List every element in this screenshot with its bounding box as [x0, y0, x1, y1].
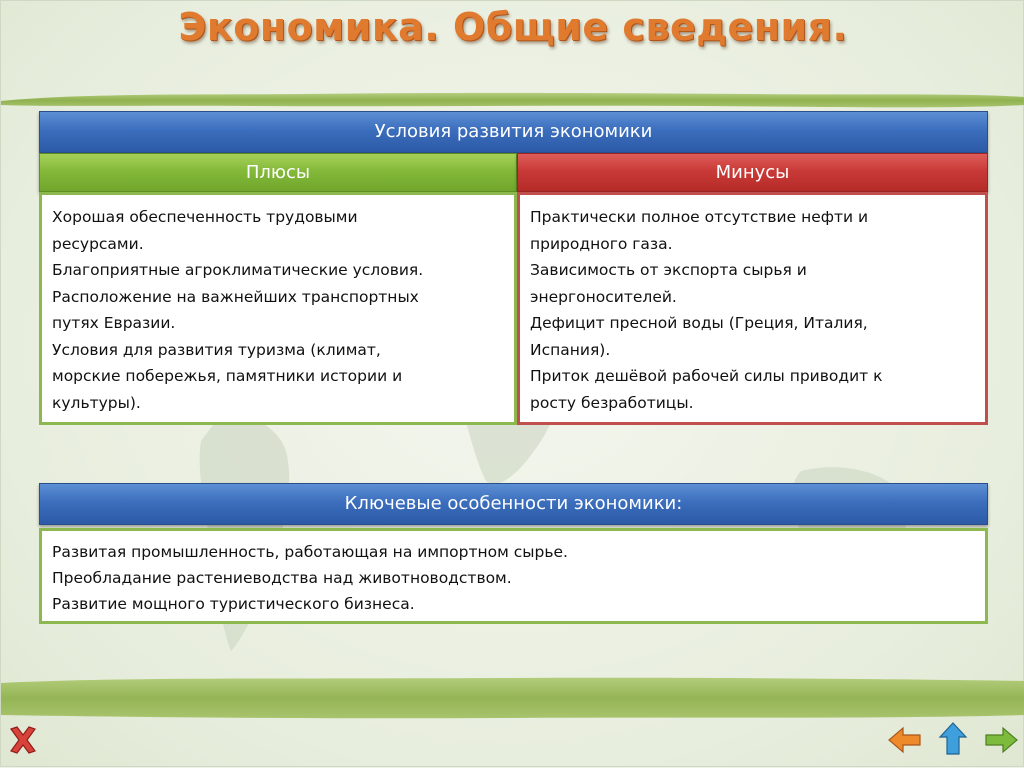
- features-line: Развитая промышленность, работающая на импортном сырье.: [52, 543, 568, 561]
- pros-line: культуры).: [52, 393, 141, 412]
- cons-line: энергоносителей.: [530, 287, 677, 306]
- pros-line: ресурсами.: [52, 234, 144, 253]
- features-header: [39, 483, 988, 525]
- cons-line: Испания).: [530, 340, 611, 359]
- pros-line: Хорошая обеспеченность трудовыми: [52, 208, 358, 226]
- pros-list: [39, 192, 517, 425]
- cons-list: [517, 192, 988, 425]
- features-line: Преобладание растениеводства над животноводством.: [52, 569, 512, 587]
- features-list: [39, 528, 988, 624]
- bottom-grass-band: [1, 673, 1024, 723]
- conditions-header: [39, 111, 988, 153]
- cons-header: [517, 153, 988, 192]
- pros-header-label: Плюсы: [245, 162, 311, 183]
- cons-line: Зависимость от экспорта сырья и: [530, 261, 807, 279]
- cons-line: Приток дешёвой рабочей силы приводит к: [530, 367, 883, 385]
- cons-line: природного газа.: [530, 234, 673, 253]
- pros-line: Расположение на важнейших транспортных: [52, 287, 419, 306]
- slide-title: Экономика. Общие сведения.: [178, 5, 848, 49]
- cons-line: Практически полное отсутствие нефти и: [530, 208, 869, 226]
- green-right-arrow-icon[interactable]: [983, 725, 1019, 755]
- cons-line: Дефицит пресной воды (Греция, Италия,: [530, 314, 868, 332]
- pros-line: морские побережья, памятники истории и: [52, 367, 403, 385]
- features-header-label: Ключевые особенности экономики:: [344, 493, 683, 514]
- red-x-icon[interactable]: [7, 725, 39, 755]
- pros-line: Условия для развития туризма (климат,: [52, 340, 381, 359]
- cons-line: росту безработицы.: [530, 393, 694, 412]
- features-line: Развитие мощного туристического бизнеса.: [52, 595, 415, 613]
- conditions-header-label: Условия развития экономики: [374, 121, 653, 142]
- pros-line: путях Евразии.: [52, 314, 176, 332]
- blue-up-arrow-icon[interactable]: [938, 721, 968, 757]
- orange-left-arrow-icon[interactable]: [887, 725, 923, 755]
- cons-header-label: Минусы: [715, 162, 790, 183]
- pros-header: [39, 153, 517, 192]
- pros-line: Благоприятные агроклиматические условия.: [52, 261, 424, 279]
